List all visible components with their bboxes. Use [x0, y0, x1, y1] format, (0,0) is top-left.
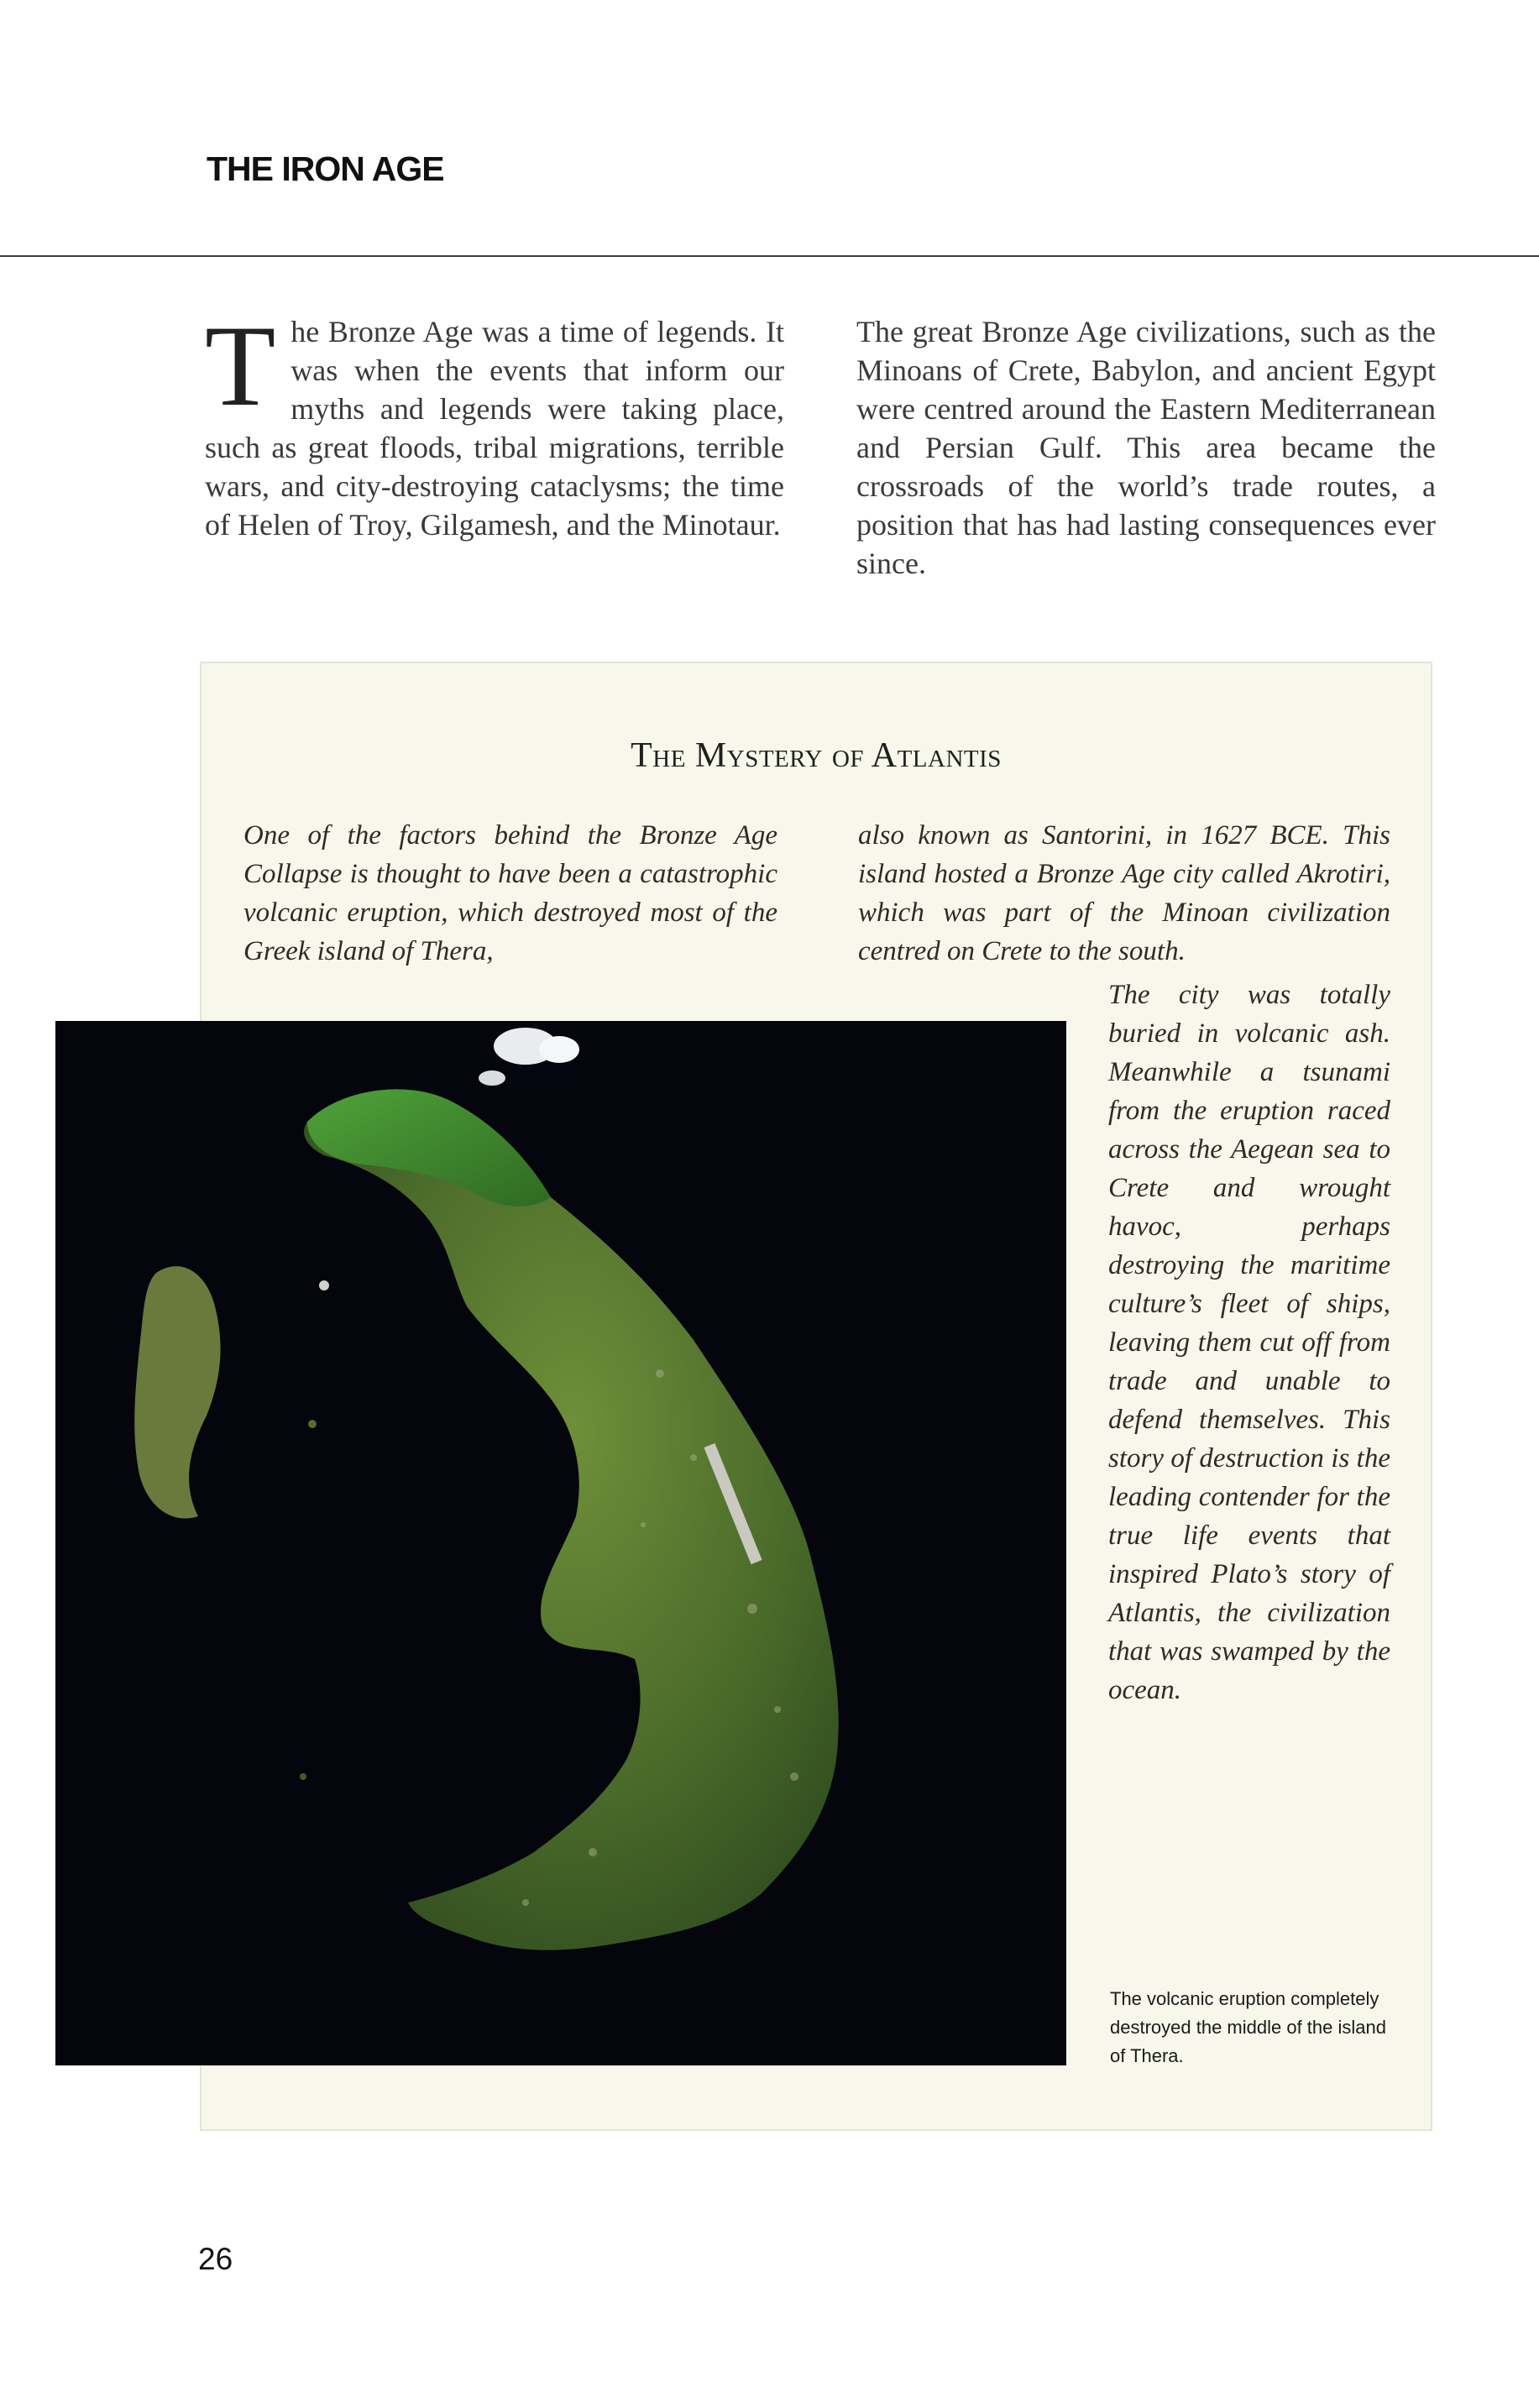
intro-left-text: he Bronze Age was a time of legends. It was when the events that inform our myths and legends were taking place, such as great floods, tribal migrations, terrible wars, and city-destroying cataclysms; the time of Helen of Troy, Gilgamesh, and the Minotaur.: [205, 315, 784, 542]
image-caption: The volcanic eruption completely destroyed the middle of the island of Thera.: [1110, 1988, 1386, 2066]
intro-left-column: [205, 301, 784, 544]
sidebar-text-left: One of the factors behind the Bronze Age Collapse is thought to have been a catastrophic volcanic eruption, which destroyed most of the Greek island of Thera,: [243, 820, 777, 966]
santorini-island-map: [55, 1021, 1066, 2065]
sidebar-text-narrow: The city was totally buried in volcanic ash. Meanwhile a tsunami from the eruption raced across the Aegean sea to Crete and wrought havoc, perhaps destroying the maritime culture’s fleet of ships, leaving them cut off from trade and unable to defend themselves. This story of destruction is the leading contender for the true life events that inspired Plato’s story of Atlantis, the civilization that was swamped by the ocean.: [1108, 980, 1390, 1705]
page-number: 26: [198, 2242, 233, 2276]
section-title: THE IRON AGE: [207, 149, 444, 188]
drop-cap: T: [205, 301, 276, 430]
header-rule: [0, 255, 1539, 257]
satellite-image-thera: [55, 1021, 1066, 2065]
sidebar-text-right: also known as Santorini, in 1627 BCE. This island hosted a Bronze Age city called Akrotiri, which was part of the Minoan civilization centred on Crete to the south.: [858, 820, 1390, 966]
sidebar-title: The Mystery of Atlantis: [631, 736, 1002, 775]
intro-right-column: The great Bronze Age civilizations, such as the Minoans of Crete, Babylon, and ancient Egypt were centred around the Eastern Mediterranean and Persian Gulf. This area became the crossroads of the world’s trade routes, a position that has had lasting consequences ever since.: [856, 315, 1436, 580]
